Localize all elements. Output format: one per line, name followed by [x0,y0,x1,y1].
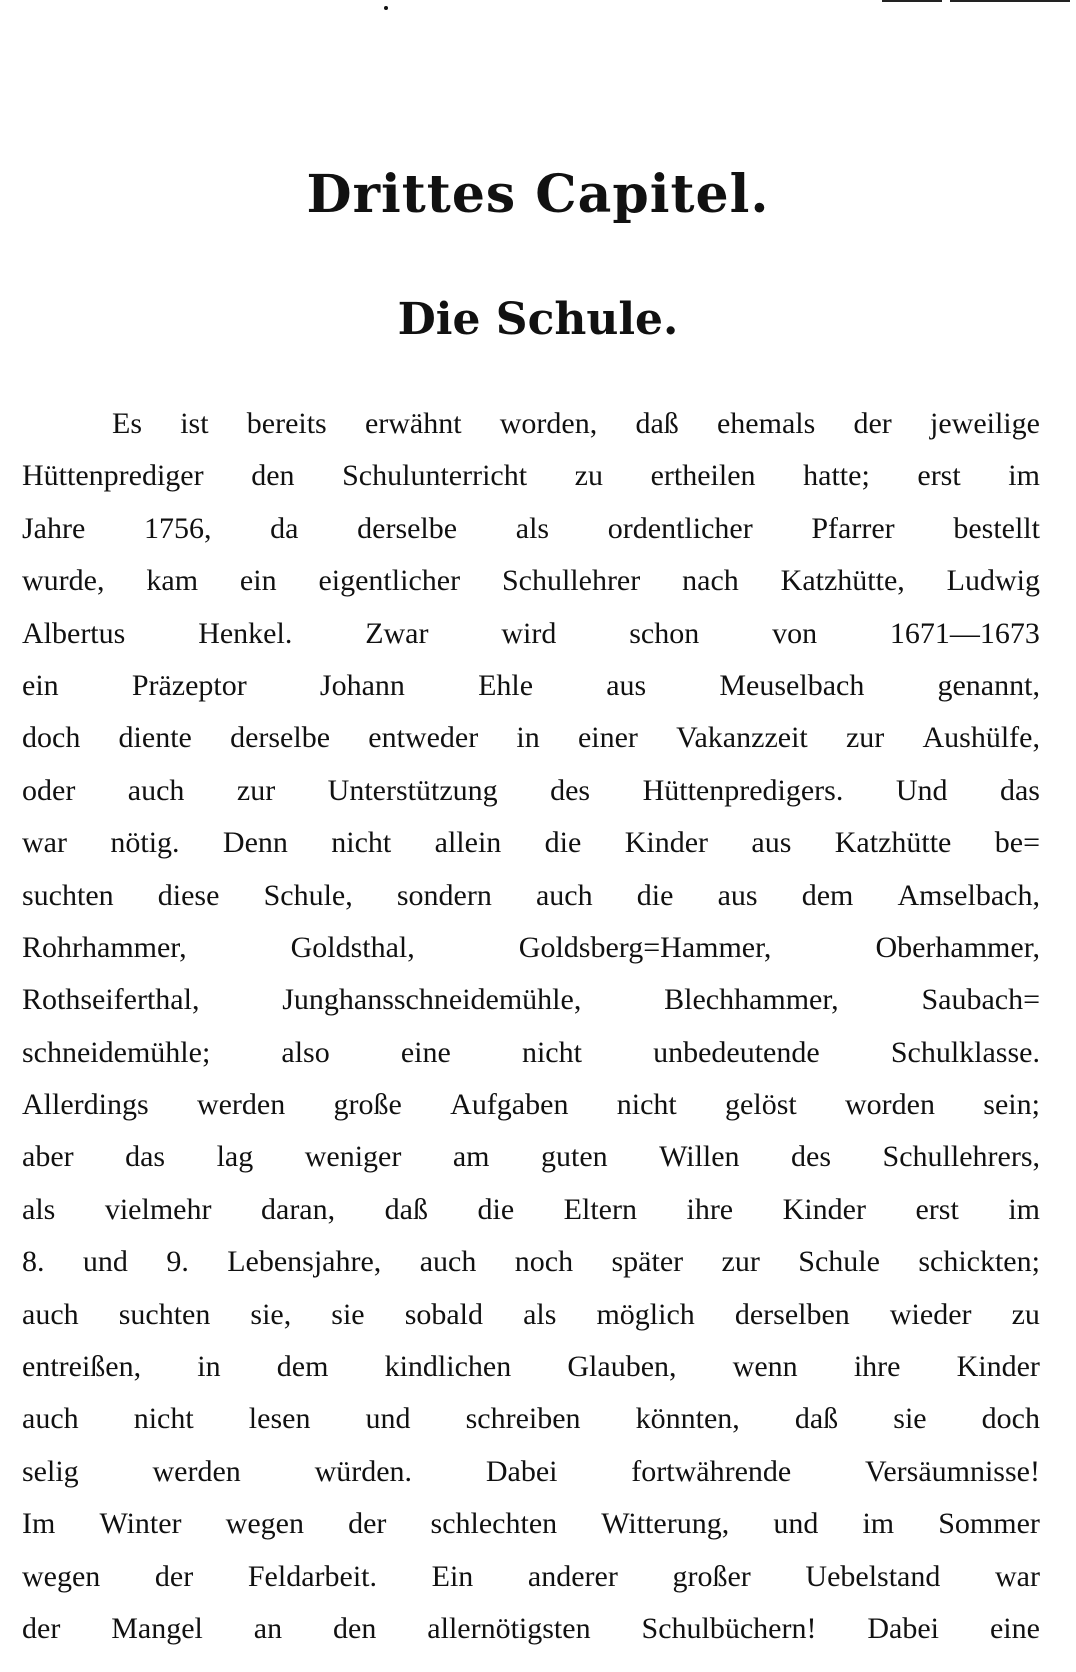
text-line [22,450,1040,502]
text-line [22,1393,1040,1445]
word: kam [146,564,199,598]
word: Kinder [782,1192,866,1226]
word: diente [118,721,192,755]
word: nötig. [110,826,180,860]
word: wegen [22,1559,101,1593]
text-line [22,1498,1040,1550]
word: daß [635,407,679,440]
word: Es [112,407,142,440]
word: Dabei [485,1454,558,1488]
word: schon [629,616,700,650]
word: daran, [261,1192,336,1226]
word: zur [845,721,885,755]
text-line [22,870,1040,922]
word: wegen [225,1507,304,1541]
word: Junghansschneidemühle, [282,983,582,1017]
word: allernötigsten [427,1611,591,1645]
word: aber [22,1140,74,1174]
word: hatte; [803,459,870,493]
word: werden [152,1454,241,1488]
word: würden. [314,1454,413,1488]
text-line [22,1603,1040,1655]
word: doch [981,1402,1040,1436]
word: Willen [659,1140,740,1174]
word: ist [180,407,209,440]
word: aus [751,826,792,860]
word: auch [535,878,593,912]
word: auch [22,1402,79,1436]
word: zur [236,773,276,807]
word: Rohrhammer, [22,930,187,964]
word: kindlichen [384,1350,512,1384]
word: der [348,1507,387,1541]
word: Mangel [111,1611,203,1645]
word: Kinder [624,826,708,860]
word: die [544,826,582,860]
word: ihre [686,1192,734,1226]
section-title: Die Schule. [397,294,679,345]
text-line [22,1289,1040,1341]
word: schickten; [918,1245,1040,1279]
word: suchten [22,878,114,912]
word: im [1008,1192,1040,1226]
word: nicht [521,1035,582,1069]
word: Schulunterricht [342,459,528,493]
word: erwähnt [364,407,462,440]
word: Rothseiferthal, [22,983,200,1017]
word: an [253,1611,283,1645]
word: erst [917,459,961,493]
word: jeweilige [930,407,1040,440]
word: auch [127,773,185,807]
body-text [22,398,1040,1655]
word: Hüttenprediger [22,459,204,493]
text-line [22,922,1040,974]
word: Aufgaben [450,1088,569,1122]
word: vielmehr [104,1192,212,1226]
word: und [82,1245,128,1279]
word: als [523,1297,557,1331]
word: Eltern [563,1192,637,1226]
text-line [22,1184,1040,1236]
word: einer [577,721,638,755]
word: worden, [499,407,598,440]
word: Ludwig [946,564,1040,598]
word: nach [682,564,739,598]
text-line [22,1027,1040,1079]
text-line [22,1551,1040,1603]
word: Witterung, [601,1507,730,1541]
word: war [22,826,67,860]
word: von [772,616,818,650]
word: Zwar [365,616,429,650]
word: Vakanzzeit [676,721,808,755]
word: sein; [983,1088,1040,1122]
word: Unterstützung [327,773,498,807]
word: wurde, [22,564,105,598]
word: auch [22,1297,79,1331]
text-line [22,817,1040,869]
word: entreißen, [22,1350,142,1384]
word: Im [22,1507,56,1541]
word: im [862,1507,895,1541]
word: daß [384,1192,428,1226]
word: am [452,1140,490,1174]
word: gelöst [725,1088,797,1122]
word: aus [717,878,758,912]
word: Dabei [867,1611,940,1645]
word: noch [514,1245,574,1279]
word: nicht [331,826,392,860]
word: als [22,1192,56,1226]
word: eigentlicher [318,564,461,598]
word: wenn [732,1350,798,1384]
word: im [1008,459,1040,493]
word: bestellt [953,511,1040,545]
word: später [611,1245,684,1279]
word: lesen [248,1402,311,1436]
word: und [773,1507,819,1541]
word: sie, [250,1297,292,1331]
word: Schulbüchern! [641,1611,817,1645]
word: also [281,1035,330,1069]
word: derselbe [230,721,331,755]
word: war [995,1559,1040,1593]
word: ordentlicher [607,511,753,545]
text-line [22,974,1040,1026]
word: den [251,459,295,493]
word: genannt, [937,668,1040,702]
word: den [333,1611,377,1645]
word: dem [276,1350,329,1384]
text-line [22,1236,1040,1288]
text-line [22,765,1040,817]
word: erst [915,1192,959,1226]
word: zu [1011,1297,1040,1331]
word: könnten, [635,1402,740,1436]
word: Katzhütte [834,826,952,860]
word: Schule, [263,878,353,912]
word: selig [22,1454,79,1488]
word: ein [22,668,59,702]
word: Albertus [22,616,126,650]
word: Kinder [956,1350,1040,1384]
word: Allerdings [22,1088,149,1122]
word: die [636,878,674,912]
word: schreiben [465,1402,581,1436]
word: Saubach= [921,983,1040,1017]
word: suchten [118,1297,211,1331]
word: Versäumnisse! [865,1454,1040,1488]
word: wieder [889,1297,972,1331]
top-edge-rule [882,0,942,2]
word: Goldsberg=Hammer, [518,930,772,964]
word: Aushülfe, [922,721,1040,755]
word: die [477,1192,515,1226]
word: Winter [99,1507,182,1541]
word: Uebelstand [805,1559,941,1593]
word: Goldsthal, [290,930,415,964]
word: Amselbach, [897,878,1040,912]
text-line [22,712,1040,764]
word: der [154,1559,194,1593]
word: sondern [396,878,492,912]
word: Ehle [478,668,534,702]
text-line [22,1341,1040,1393]
word: ihre [853,1350,901,1384]
word: sie [893,1402,927,1436]
word: dem [801,878,854,912]
word: be= [994,826,1040,860]
word: Präzeptor [131,668,247,702]
word: Jahre [22,511,86,545]
word: Denn [222,826,288,860]
word: das [999,773,1040,807]
word: werden [196,1088,286,1122]
word: Katzhütte, [780,564,905,598]
word: 1671—1673 [889,616,1040,650]
word: Blechhammer, [664,983,839,1017]
word: der [22,1611,61,1645]
text-line [22,1079,1040,1131]
word: schlechten [430,1507,558,1541]
word: bereits [246,407,327,440]
word: oder [22,773,76,807]
word: Schullehrers, [882,1140,1040,1174]
word: ertheilen [650,459,756,493]
word: 8. [22,1245,45,1279]
word: unbedeutende [653,1035,820,1069]
word: guten [540,1140,608,1174]
word: eine [989,1611,1040,1645]
word: weniger [304,1140,402,1174]
chapter-title: Drittes Capitel. [306,164,770,225]
word: derselben [734,1297,850,1331]
word: 9. [166,1245,189,1279]
word: Schulklasse. [890,1035,1040,1069]
word: Henkel. [198,616,293,650]
word: entweder [368,721,479,755]
word: der [853,407,892,440]
text-line [22,503,1040,555]
word: zur [721,1245,760,1279]
word: Lebensjahre, [227,1245,382,1279]
text-line [22,1446,1040,1498]
word: auch [419,1245,477,1279]
word: derselbe [357,511,458,545]
word: großer [672,1559,751,1593]
word: des [550,773,591,807]
text-line [22,1131,1040,1183]
text-line [22,555,1040,607]
text-line [22,398,1040,450]
word: anderer [527,1559,618,1593]
word: Johann [319,668,405,702]
word: daß [794,1402,839,1436]
word: Und [895,773,948,807]
word: aus [606,668,647,702]
word: Glauben, [567,1350,677,1384]
print-speck [384,6,388,10]
word: Hüttenpredigers. [642,773,844,807]
word: große [333,1088,402,1122]
word: 1756, [143,511,212,545]
word: zu [574,459,603,493]
word: ein [239,564,277,598]
word: eine [400,1035,451,1069]
word: ehemals [716,407,816,440]
word: lag [216,1140,254,1174]
word: fortwährende [631,1454,792,1488]
word: Schullehrer [501,564,641,598]
text-line [22,608,1040,660]
word: als [515,511,550,545]
word: Ein [431,1559,474,1593]
word: diese [157,878,220,912]
word: Oberhammer, [875,930,1040,964]
word: nicht [616,1088,677,1122]
word: möglich [596,1297,695,1331]
word: nicht [133,1402,194,1436]
word: doch [22,721,81,755]
text-line [22,660,1040,712]
word: Meuselbach [719,668,865,702]
word: und [365,1402,411,1436]
word: Sommer [938,1507,1040,1541]
word: allein [434,826,502,860]
word: des [791,1140,832,1174]
word: in [197,1350,221,1384]
word: Feldarbeit. [247,1559,377,1593]
word: worden [845,1088,935,1122]
word: sie [331,1297,365,1331]
word: wird [501,616,557,650]
word: sobald [404,1297,484,1331]
word: das [125,1140,166,1174]
word: schneidemühle; [22,1035,211,1069]
top-edge-rule [950,0,1070,2]
word: Pfarrer [811,511,895,545]
word: da [270,511,299,545]
word: in [516,721,540,755]
word: Schule [798,1245,880,1279]
